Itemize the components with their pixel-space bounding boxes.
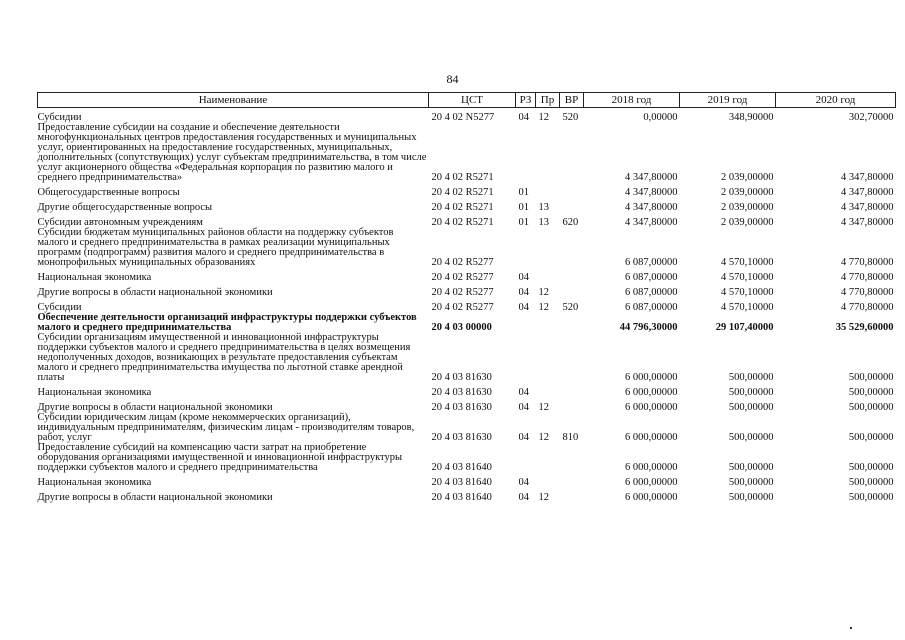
cell-2020: 500,00000 <box>848 462 894 473</box>
cell-rz <box>516 123 536 183</box>
cell-rz: 01 <box>518 217 529 228</box>
cell-name: Субсидии юридическим лицам (кроме некоммерческих организаций), индивидуальным предпринимателям, физическим лицам - производителям товаров, работ, услуг <box>37 412 415 443</box>
cell-rz: 04 <box>518 287 529 298</box>
cell-vr <box>560 123 584 183</box>
cell-vr <box>560 473 584 488</box>
header-2020: 2020 год <box>776 93 896 108</box>
cell-2018: 6 000,00000 <box>625 387 678 398</box>
cell-rz: 01 <box>518 202 529 213</box>
cell-2019: 500,00000 <box>728 372 774 383</box>
cell-2018: 4 347,80000 <box>625 172 678 183</box>
cell-rz: 04 <box>518 387 529 398</box>
cell-rz: 04 <box>518 272 529 283</box>
cell-2020: 4 770,80000 <box>841 272 894 283</box>
table-row <box>38 283 896 298</box>
cell-name: Субсидии <box>37 112 82 123</box>
cell-name: Предоставление субсидии на создание и обеспечение деятельности многофункциональных центров предоставления государственных и муниципальных услуг, ориентированных на предоставление государственных, муниципальных, дополнительных (сопутствующих) услуг субъектам предпринимательства, в том числе услуг акционерного общества «Федеральная корпорация по развитию малого и среднего предпринимательства» <box>37 122 427 183</box>
table-row <box>38 383 896 398</box>
cell-pr: 12 <box>538 302 549 313</box>
cell-rz: 04 <box>518 477 529 488</box>
cell-pr: 12 <box>538 287 549 298</box>
cell-pr <box>536 268 560 283</box>
table-row <box>38 198 896 213</box>
cell-2020: 4 347,80000 <box>841 172 894 183</box>
cell-cst: 20 4 03 00000 <box>431 322 492 333</box>
cell-pr: 12 <box>538 492 549 503</box>
cell-rz <box>516 228 536 268</box>
cell-2020: 500,00000 <box>848 402 894 413</box>
cell-2018: 6 000,00000 <box>625 492 678 503</box>
cell-2019: 2 039,00000 <box>721 187 774 198</box>
cell-cst: 20 4 02 R5277 <box>431 272 494 283</box>
cell-rz <box>516 313 536 333</box>
cell-cst: 20 4 03 81630 <box>431 387 492 398</box>
cell-pr: 13 <box>538 217 549 228</box>
cell-name: Субсидии бюджетам муниципальных районов области на поддержку субъектов малого и среднего предпринимательства в рамках реализации муниципальных программ (подпрограмм) развития малого и среднего предпринимательства в монопрофильных муниципальных образованиях <box>37 227 394 268</box>
page-mark <box>850 627 852 629</box>
cell-vr <box>560 398 584 413</box>
table-header <box>38 93 896 108</box>
header-cst: ЦСТ <box>429 93 516 108</box>
cell-cst: 20 4 02 R5271 <box>431 187 494 198</box>
header-pr: Пр <box>536 93 560 108</box>
cell-2018: 6 000,00000 <box>625 462 678 473</box>
table-row <box>38 228 896 268</box>
cell-2019: 2 039,00000 <box>721 202 774 213</box>
cell-name: Другие вопросы в области национальной экономики <box>37 402 273 413</box>
cell-cst: 20 4 02 R5271 <box>431 202 494 213</box>
cell-name: Предоставление субсидий на компенсацию части затрат на приобретение оборудования организациями имущественной и инновационной инфраструктуры поддержки субъектов малого и среднего предпринимательства <box>37 442 403 473</box>
cell-2018: 6 000,00000 <box>625 477 678 488</box>
cell-name: Другие общегосударственные вопросы <box>37 202 213 213</box>
cell-rz: 04 <box>518 302 529 313</box>
cell-pr <box>536 123 560 183</box>
cell-name: Субсидии <box>37 302 82 313</box>
cell-vr: 810 <box>562 432 579 443</box>
cell-pr: 12 <box>538 112 549 123</box>
table-row <box>38 123 896 183</box>
cell-2020: 4 770,80000 <box>841 287 894 298</box>
cell-2018: 6 087,00000 <box>625 287 678 298</box>
cell-2019: 4 570,10000 <box>721 302 774 313</box>
cell-2020: 500,00000 <box>848 387 894 398</box>
cell-vr <box>560 383 584 398</box>
cell-name: Другие вопросы в области национальной экономики <box>37 492 273 503</box>
cell-2018: 6 000,00000 <box>625 432 678 443</box>
cell-2019: 500,00000 <box>728 477 774 488</box>
cell-2018: 6 000,00000 <box>625 372 678 383</box>
cell-name: Субсидии автономным учреждениям <box>37 217 203 228</box>
cell-rz: 04 <box>518 492 529 503</box>
table-row <box>38 213 896 228</box>
cell-vr <box>560 283 584 298</box>
cell-rz <box>516 443 536 473</box>
cell-cst: 20 4 02 N5277 <box>431 112 495 123</box>
cell-2019: 2 039,00000 <box>721 172 774 183</box>
cell-name: Национальная экономика <box>37 272 152 283</box>
cell-2019: 500,00000 <box>728 492 774 503</box>
cell-2018: 44 796,30000 <box>619 322 678 333</box>
cell-pr <box>536 183 560 198</box>
cell-vr <box>560 333 584 383</box>
cell-pr <box>536 313 560 333</box>
cell-name: Национальная экономика <box>37 477 152 488</box>
header-rz: РЗ <box>516 93 536 108</box>
cell-2020: 500,00000 <box>848 432 894 443</box>
cell-pr: 12 <box>538 432 549 443</box>
table-row <box>38 398 896 413</box>
cell-pr <box>536 473 560 488</box>
cell-rz <box>516 333 536 383</box>
cell-2018: 6 087,00000 <box>625 302 678 313</box>
header-2019: 2019 год <box>680 93 776 108</box>
cell-2019: 500,00000 <box>728 402 774 413</box>
cell-2019: 4 570,10000 <box>721 287 774 298</box>
cell-pr <box>536 383 560 398</box>
cell-2018: 4 347,80000 <box>625 187 678 198</box>
cell-vr: 620 <box>562 217 579 228</box>
cell-vr <box>560 488 584 503</box>
table-row <box>38 298 896 313</box>
cell-2019: 500,00000 <box>728 432 774 443</box>
cell-rz: 04 <box>518 112 529 123</box>
cell-pr <box>536 443 560 473</box>
cell-2018: 4 347,80000 <box>625 202 678 213</box>
table-body <box>38 108 896 504</box>
table-row <box>38 413 896 443</box>
cell-2018: 6 000,00000 <box>625 402 678 413</box>
cell-rz: 04 <box>518 432 529 443</box>
cell-vr <box>560 228 584 268</box>
table-row <box>38 183 896 198</box>
budget-table <box>37 92 896 503</box>
cell-2020: 4 347,80000 <box>841 202 894 213</box>
cell-vr <box>560 183 584 198</box>
cell-pr: 12 <box>538 402 549 413</box>
cell-cst: 20 4 02 R5271 <box>431 217 494 228</box>
cell-cst: 20 4 03 81630 <box>431 432 492 443</box>
cell-2020: 4 347,80000 <box>841 217 894 228</box>
cell-cst: 20 4 03 81640 <box>431 477 492 488</box>
cell-2018: 6 087,00000 <box>625 272 678 283</box>
cell-cst: 20 4 03 81640 <box>431 492 492 503</box>
page-number: 84 <box>446 72 459 86</box>
cell-rz: 04 <box>518 402 529 413</box>
table-row <box>38 443 896 473</box>
cell-2019: 500,00000 <box>728 387 774 398</box>
table-row <box>38 473 896 488</box>
table-row <box>38 108 896 124</box>
cell-vr <box>560 198 584 213</box>
cell-2020: 4 770,80000 <box>841 257 894 268</box>
cell-2020: 500,00000 <box>848 372 894 383</box>
cell-vr <box>560 313 584 333</box>
cell-cst: 20 4 02 R5271 <box>431 172 494 183</box>
table-row <box>38 268 896 283</box>
cell-cst: 20 4 02 R5277 <box>431 302 494 313</box>
cell-cst: 20 4 03 81630 <box>431 402 492 413</box>
cell-2020: 4 770,80000 <box>841 302 894 313</box>
cell-2019: 348,90000 <box>728 112 774 123</box>
cell-cst: 20 4 03 81640 <box>431 462 492 473</box>
cell-cst: 20 4 03 81630 <box>431 372 492 383</box>
cell-pr <box>536 228 560 268</box>
header-vr: ВР <box>560 93 584 108</box>
cell-2020: 500,00000 <box>848 492 894 503</box>
cell-name: Общегосударственные вопросы <box>37 187 180 198</box>
cell-2020: 35 529,60000 <box>835 322 894 333</box>
cell-vr: 520 <box>562 302 579 313</box>
header-name: Наименование <box>38 93 429 108</box>
cell-2018: 4 347,80000 <box>625 217 678 228</box>
cell-2018: 0,00000 <box>643 112 678 123</box>
cell-2019: 4 570,10000 <box>721 257 774 268</box>
cell-2020: 500,00000 <box>848 477 894 488</box>
cell-2019: 29 107,40000 <box>715 322 774 333</box>
cell-2019: 4 570,10000 <box>721 272 774 283</box>
cell-vr <box>560 268 584 283</box>
cell-name: Субсидии организациям имущественной и инновационной инфраструктуры поддержки субъектов малого и среднего предпринимательства в целях возмещения недополученных доходов, возникающих в результате предоставления субъектам малого и среднего предпринимательства имущества по льготной ставке арендной платы <box>37 332 411 383</box>
cell-vr: 520 <box>562 112 579 123</box>
cell-2019: 2 039,00000 <box>721 217 774 228</box>
cell-cst: 20 4 02 R5277 <box>431 257 494 268</box>
table-row <box>38 333 896 383</box>
cell-name: Другие вопросы в области национальной экономики <box>37 287 273 298</box>
cell-2019: 500,00000 <box>728 462 774 473</box>
table-row <box>38 313 896 333</box>
cell-name: Обеспечение деятельности организаций инфраструктуры поддержки субъектов малого и среднего предпринимательства <box>37 312 417 333</box>
cell-name: Национальная экономика <box>37 387 152 398</box>
cell-pr <box>536 333 560 383</box>
cell-cst: 20 4 02 R5277 <box>431 287 494 298</box>
table-row <box>38 488 896 503</box>
cell-rz: 01 <box>518 187 529 198</box>
cell-vr <box>560 443 584 473</box>
cell-pr: 13 <box>538 202 549 213</box>
cell-2020: 302,70000 <box>848 112 894 123</box>
cell-2020: 4 347,80000 <box>841 187 894 198</box>
header-2018: 2018 год <box>584 93 680 108</box>
cell-2018: 6 087,00000 <box>625 257 678 268</box>
